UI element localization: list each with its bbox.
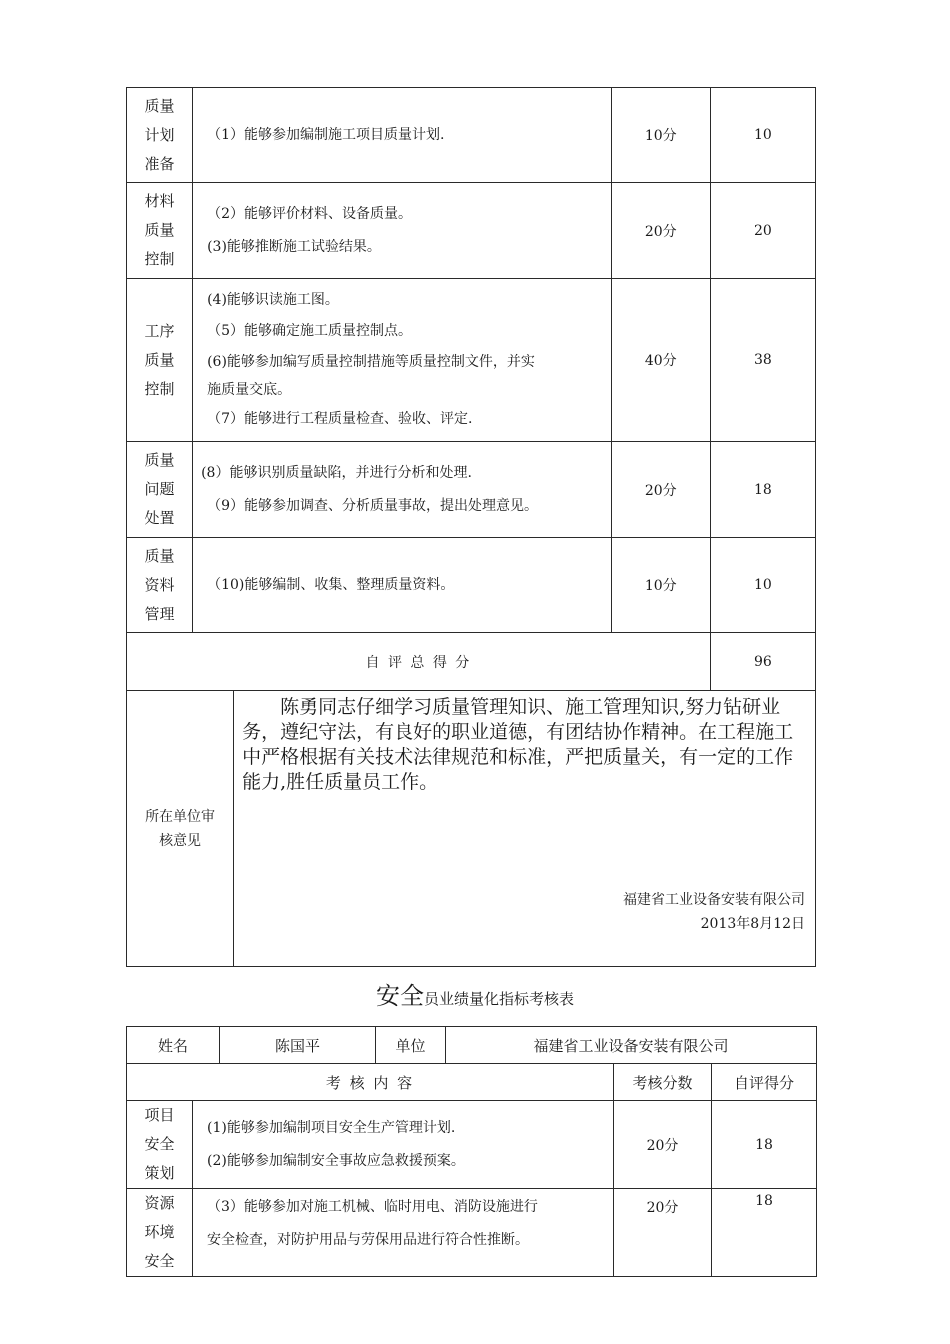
content-cell: （10)能够编制、收集、整理质量资料。	[193, 538, 612, 633]
self-score-header: 自评得分	[712, 1064, 817, 1101]
opinion-label: 所在单位审 核意见	[127, 691, 234, 967]
score-cell: 20分	[611, 183, 710, 279]
unit-value: 福建省工业设备安装有限公司	[446, 1027, 817, 1064]
table-row	[127, 442, 816, 538]
opinion-row	[127, 691, 816, 967]
self-score-cell: 18	[712, 1189, 817, 1277]
table-row	[127, 88, 816, 183]
score-header: 考核分数	[614, 1064, 712, 1101]
table-row	[127, 183, 816, 279]
table-row	[127, 538, 816, 633]
opinion-cell	[234, 691, 816, 967]
opinion-text: 陈勇同志仔细学习质量管理知识、施工管理知识,努力钻研业务，遵纪守法，有良好的职业道德，有团结协作精神。在工程施工中严格根据有关技术法律规范和标准，严把质量关，有一定的工作能力,胜任质量员工作。	[242, 696, 794, 793]
unit-label: 单位	[376, 1027, 446, 1064]
category-cell: 质量 计划 准备	[127, 88, 193, 183]
self-score-cell: 18	[712, 1101, 817, 1189]
content-cell: （3）能够参加对施工机械、临时用电、消防设施进行 安全检查，对防护用品与劳保用品进行符合性推断。	[193, 1189, 614, 1277]
content-header: 考 核 内 容	[127, 1064, 614, 1101]
self-score-cell: 10	[710, 88, 815, 183]
safety-assessment-table	[126, 1026, 817, 1277]
self-score-cell: 10	[710, 538, 815, 633]
score-cell: 40分	[611, 279, 710, 442]
total-value: 96	[710, 633, 815, 691]
content-cell: (4)能够识读施工图。 （5）能够确定施工质量控制点。 (6)能够参加编写质量控制措施等质量控制文件，并实 施质量交底。 （7）能够进行工程质量检查、验收、评定.	[193, 279, 612, 442]
category-cell: 工序 质量 控制	[127, 279, 193, 442]
content-cell: （1）能够参加编制施工项目质量计划.	[193, 88, 612, 183]
category-cell: 质量 资料 管理	[127, 538, 193, 633]
opinion-signature	[623, 888, 805, 936]
table-row	[127, 1189, 817, 1277]
signature-date: 2013年8月12日	[700, 916, 805, 932]
content-cell: (1)能够参加编制项目安全生产管理计划. (2)能够参加编制安全事故应急救援预案。	[193, 1101, 614, 1189]
safety-table-title	[0, 976, 950, 1011]
header-row	[127, 1064, 817, 1101]
table-row	[127, 279, 816, 442]
score-cell: 20分	[614, 1189, 712, 1277]
table-row	[127, 1101, 817, 1189]
score-cell: 10分	[611, 538, 710, 633]
name-label: 姓名	[127, 1027, 220, 1064]
category-cell: 材料 质量 控制	[127, 183, 193, 279]
total-label: 自 评 总 得 分	[127, 633, 711, 691]
content-cell: （2）能够评价材料、设备质量。 (3)能够推断施工试验结果。	[193, 183, 612, 279]
info-row	[127, 1027, 817, 1064]
category-cell: 质量 问题 处置	[127, 442, 193, 538]
score-cell: 10分	[611, 88, 710, 183]
content-cell: (8）能够识别质量缺陷，并进行分析和处理. （9）能够参加调查、分析质量事故，提出处理意见。	[193, 442, 612, 538]
self-score-cell: 38	[710, 279, 815, 442]
title-rest: 员业绩量化指标考核表	[423, 990, 574, 1008]
company-name: 福建省工业设备安装有限公司	[623, 892, 805, 908]
category-cell: 资源 环境 安全	[127, 1189, 193, 1277]
self-score-cell: 20	[710, 183, 815, 279]
total-row	[127, 633, 816, 691]
self-score-cell: 18	[710, 442, 815, 538]
name-value: 陈国平	[220, 1027, 376, 1064]
quality-assessment-table	[126, 87, 816, 967]
title-emphasis: 安全	[375, 982, 424, 1010]
category-cell: 项目 安全 策划	[127, 1101, 193, 1189]
score-cell: 20分	[614, 1101, 712, 1189]
score-cell: 20分	[611, 442, 710, 538]
